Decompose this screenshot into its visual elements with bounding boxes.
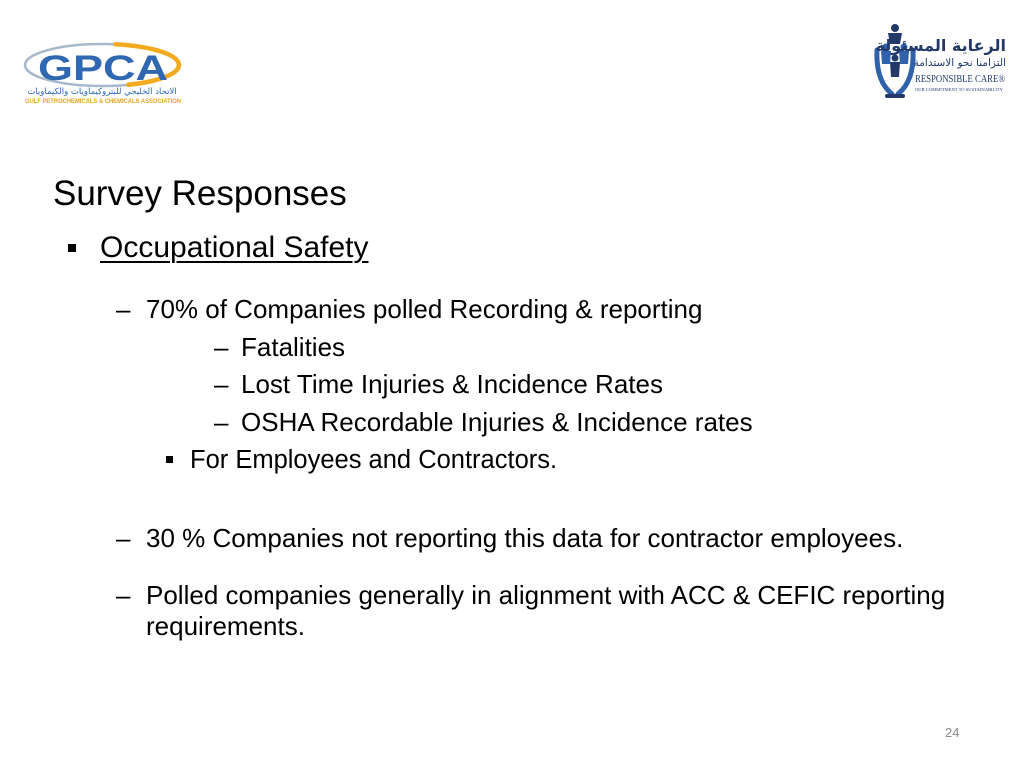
gpca-logo-graphic bbox=[20, 38, 188, 110]
gpca-arabic-name: الاتحاد الخليجي للبتروكيماويات والكيماويات bbox=[27, 87, 177, 97]
page-number: 24 bbox=[945, 725, 960, 740]
responsible-care-logo bbox=[872, 20, 1012, 100]
gpca-english-name: GULF PETROCHEMICALS & CHEMICALS ASSOCIATION bbox=[25, 99, 181, 105]
responsible-care-arabic-title: الرعاية المسئولة bbox=[875, 36, 1006, 55]
person-body bbox=[890, 62, 900, 77]
hands-holding-people-icon bbox=[877, 24, 913, 96]
responsible-care-english-title: RESPONSIBLE CARE® bbox=[915, 73, 1005, 85]
dash-bullet: – bbox=[116, 523, 131, 553]
section-heading: Occupational Safety bbox=[100, 231, 369, 264]
dash-bullet: – bbox=[214, 407, 229, 437]
person-head bbox=[892, 55, 899, 62]
dash-bullet: – bbox=[116, 580, 131, 610]
sub-bullet-text: Fatalities bbox=[241, 332, 346, 362]
dash-bullet: – bbox=[214, 332, 229, 362]
slide-title: Survey Responses bbox=[53, 174, 347, 213]
sub-bullet-text: Lost Time Injuries & Incidence Rates bbox=[241, 369, 663, 399]
responsible-care-english-tagline: OUR COMMITMENT TO SUSTAINABILITY bbox=[915, 87, 1004, 92]
bullet-point-text: 70% of Companies polled Recording & reporting bbox=[146, 294, 703, 324]
gpca-logo bbox=[20, 38, 188, 110]
square-bullet-icon bbox=[68, 244, 76, 252]
responsible-care-logo-graphic bbox=[872, 20, 1012, 100]
sub-bullet-text: OSHA Recordable Injuries & Incidence rates bbox=[241, 407, 753, 437]
gpca-wordmark: GPCA bbox=[38, 49, 168, 88]
bullet-point-text: 30 % Companies not reporting this data for contractor employees. bbox=[146, 523, 904, 553]
bullet-point-text: Polled companies generally in alignment with ACC & CEFIC reporting requirements. bbox=[146, 579, 946, 641]
dash-bullet: – bbox=[116, 294, 131, 324]
dash-bullet: – bbox=[214, 369, 229, 399]
responsible-care-arabic-tagline: التزامنا نحو الاستدامة bbox=[913, 57, 1006, 69]
note-text: For Employees and Contractors. bbox=[190, 446, 558, 474]
square-bullet-icon bbox=[166, 456, 173, 463]
person-head bbox=[891, 24, 899, 32]
